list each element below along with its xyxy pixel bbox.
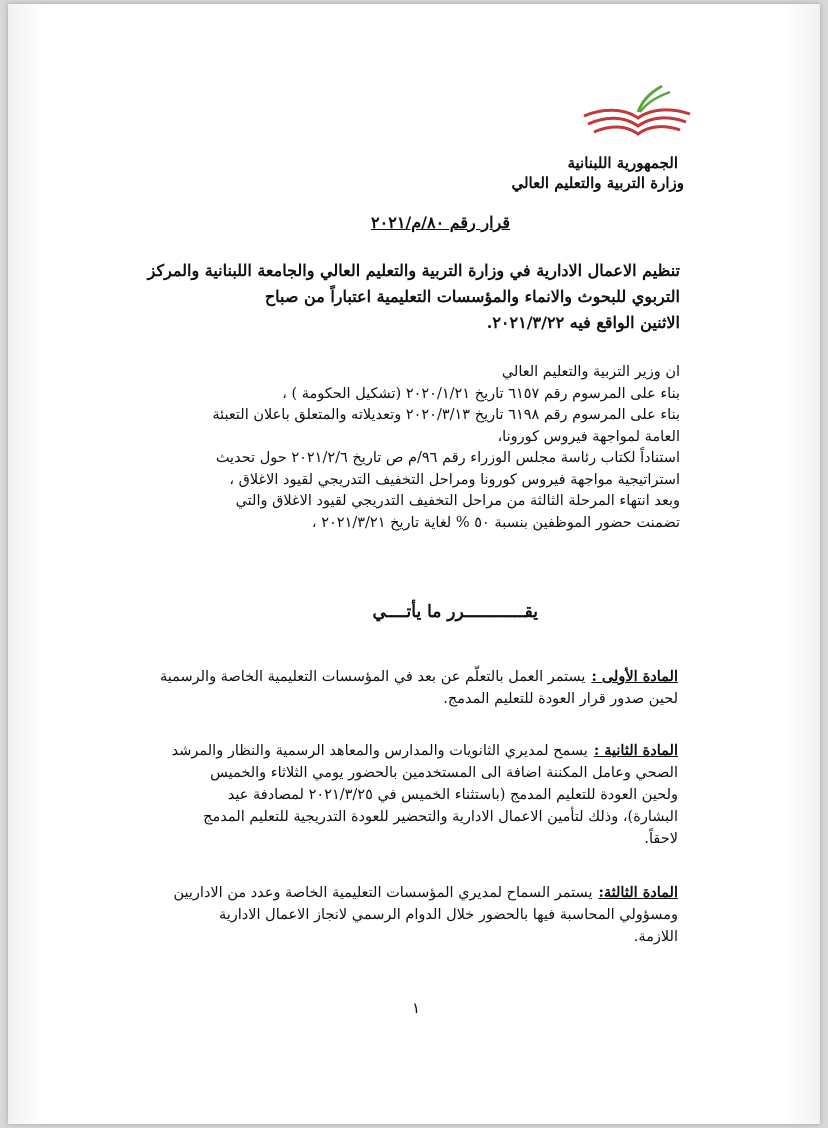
document-page bbox=[8, 4, 820, 1124]
page-shadow-left bbox=[8, 4, 42, 1124]
preamble-line: استناداً لكتاب رئاسة مجلس الوزراء رقم ٩٦/م ص تاريخ ٢٠٢١/٢/٦ حول تحديث bbox=[215, 450, 680, 466]
article-heading: المادة الأولى : bbox=[591, 668, 678, 685]
preamble-line: العامة لمواجهة فيروس كورونا، bbox=[497, 428, 680, 445]
article-line: الصحي وعامل المكننة اضافة الى المستخدمين بالحضور يومي الثلاثاء والخميس bbox=[210, 765, 678, 781]
article-text: يستمر العمل بالتعلّم عن بعد في المؤسسات التعليمية الخاصة والرسمية bbox=[159, 669, 586, 685]
page-number: ١ bbox=[411, 999, 421, 1017]
preamble-line: ان وزير التربية والتعليم العالي bbox=[501, 364, 680, 380]
article-line: لحين صدور قرار العودة للتعليم المدمج. bbox=[443, 691, 678, 707]
decides-heading: يقــــــــــــرر ما يأتــــي bbox=[372, 602, 538, 622]
article-first-line bbox=[118, 666, 678, 688]
republic-name: الجمهورية اللبنانية bbox=[567, 154, 678, 172]
title-line: التربوي للبحوث والانماء والمؤسسات التعليمية اعتباراً من صباح bbox=[264, 287, 680, 306]
article-heading: المادة الثانية : bbox=[593, 742, 678, 759]
decision-title bbox=[120, 258, 680, 336]
article-line: اللازمة. bbox=[633, 929, 678, 945]
preamble-line: وبعد انتهاء المرحلة الثالثة من مراحل التخفيف التدريجي لقيود الاغلاق والتي bbox=[235, 493, 680, 509]
preamble bbox=[120, 362, 680, 534]
decision-number: قرار رقم ٨٠/م/٢٠٢١ bbox=[371, 213, 510, 232]
article-heading: المادة الثالثة: bbox=[598, 884, 678, 901]
article-first-line bbox=[118, 740, 678, 762]
article-line: ولحين العودة للتعليم المدمج (باستثناء الخميس في ٢٠٢١/٣/٢٥ لمصادفة عيد bbox=[227, 787, 678, 803]
title-line: تنظيم الاعمال الادارية في وزارة التربية والتعليم العالي والجامعة اللبنانية والمركز bbox=[147, 261, 680, 280]
article-line: لاحقاً. bbox=[644, 831, 678, 847]
preamble-line: تضمنت حضور الموظفين بنسبة ٥٠ % لغاية تاريخ ٢٠٢١/٣/٢١ ، bbox=[311, 514, 680, 531]
ministry-name: وزارة التربية والتعليم العالي bbox=[511, 174, 684, 192]
preamble-line: استراتيجية مواجهة فيروس كورونا ومراحل التخفيف التدريجي لقيود الاغلاق ، bbox=[229, 471, 680, 488]
title-line: الاثنين الواقع فيه ٢٠٢١/٣/٢٢. bbox=[486, 313, 680, 332]
article-first-line bbox=[118, 882, 678, 904]
article-1 bbox=[118, 666, 678, 710]
preamble-line: بناء على المرسوم رقم ٦١٥٧ تاريخ ٢٠٢٠/١/٢١ (تشكيل الحكومة ) ، bbox=[282, 385, 680, 402]
article-line: البشارة)، وذلك لتأمين الاعمال الادارية والتحضير للعودة التدريجية للتعليم المدمج bbox=[203, 809, 678, 825]
page-shadow-right bbox=[786, 4, 820, 1124]
cedar-book-logo-icon bbox=[580, 82, 692, 144]
preamble-line: بناء على المرسوم رقم ٦١٩٨ تاريخ ٢٠٢٠/٣/١٣ وتعديلاته والمتعلق باعلان التعبئة bbox=[212, 407, 680, 423]
article-text: يسمح لمديري الثانويات والمدارس والمعاهد الرسمية والنظار والمرشد bbox=[171, 743, 588, 759]
article-2 bbox=[118, 740, 678, 850]
article-text: يستمر السماح لمديري المؤسسات التعليمية الخاصة وعدد من الاداريين bbox=[173, 885, 593, 901]
article-line: ومسؤولي المحاسبة فيها بالحضور خلال الدوام الرسمي لانجاز الاعمال الادارية bbox=[218, 907, 678, 923]
article-3 bbox=[118, 882, 678, 948]
